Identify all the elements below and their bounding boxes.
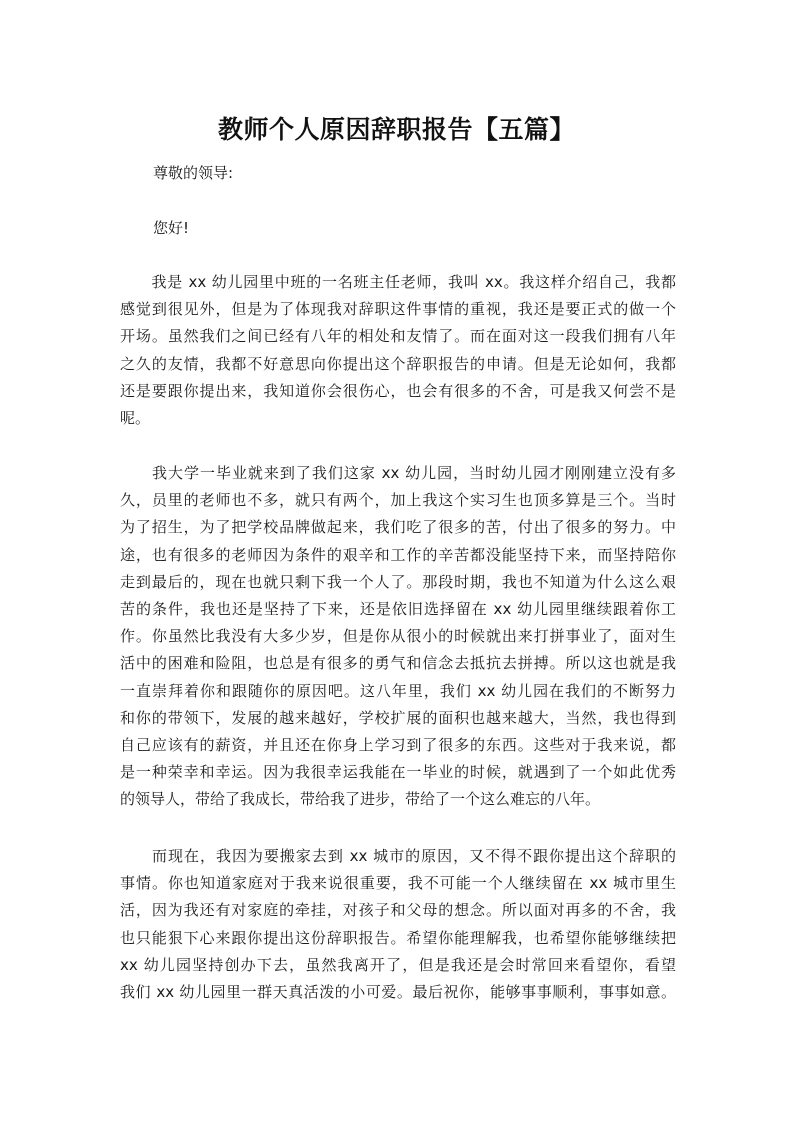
paragraph-line: 途，也有很多的老师因为条件的艰辛和工作的辛苦都没能坚持下来，而坚持陪你: [120, 545, 676, 564]
paragraph-line: xx 幼儿园坚持创办下去，虽然我离开了，但是我还是会时常回来看望你，看望: [120, 955, 676, 974]
paragraph-line: 还是要跟你提出来，我知道你会很伤心，也会有很多的不舍，可是我又何尝不是: [120, 381, 676, 400]
paragraph-line: 我们 xx 幼儿园里一群天真活泼的小可爱。最后祝你，能够事事顺利，事事如意。: [120, 982, 676, 1001]
document-title: 教师个人原因辞职报告【五篇】: [217, 115, 575, 144]
paragraph-line: 作。你虽然比我没有大多少岁，但是你从很小的时候就出来打拼事业了，面对生: [120, 627, 676, 646]
paragraph-line: 开场。虽然我们之间已经有八年的相处和友情了。而在面对这一段我们拥有八年: [120, 327, 676, 346]
paragraph-line: 的领导人，带给了我成长，带给我了进步，带给了一个这么难忘的八年。: [120, 790, 601, 809]
paragraph-line: 呢。: [120, 408, 151, 427]
paragraph-line: 和你的带领下，发展的越来越好，学校扩展的面积也越来越大，当然，我也得到: [120, 708, 676, 727]
paragraph-1: [120, 269, 676, 432]
paragraph-line: 感觉到很见外，但是为了体现我对辞职这件事情的重视，我还是要正式的做一个: [120, 300, 676, 319]
greeting: 您好!: [153, 219, 190, 237]
paragraph-line: 事情。你也知道家庭对于我来说很重要，我不可能一个人继续留在 xx 城市里生: [120, 874, 676, 893]
paragraph-line: 而现在，我因为要搬家去到 xx 城市的原因，又不得不跟你提出这个辞职的: [120, 847, 676, 865]
paragraph-line: 之久的友情，我都不好意思向你提出这个辞职报告的申请。但是无论如何，我都: [120, 354, 676, 373]
paragraph-3: [120, 843, 676, 1006]
paragraph-line: 为了招生，为了把学校品牌做起来，我们吃了很多的苦，付出了很多的努力。中: [120, 518, 676, 537]
paragraph-line: 一直崇拜着你和跟随你的原因吧。这八年里，我们 xx 幼儿园在我们的不断努力: [120, 681, 676, 700]
paragraph-line: 活，因为我还有对家庭的牵挂，对孩子和父母的想念。所以面对再多的不舍，我: [120, 901, 676, 920]
paragraph-line: 是一种荣幸和幸运。因为我很幸运我能在一毕业的时候，就遇到了一个如此优秀: [120, 763, 676, 782]
paragraph-line: 我大学一毕业就来到了我们这家 xx 幼儿园，当时幼儿园才刚刚建立没有多: [120, 464, 676, 482]
paragraph-line: 走到最后的，现在也就只剩下我一个人了。那段时期，我也不知道为什么这么艰: [120, 572, 676, 591]
paragraph-line: 久，员里的老师也不多，就只有两个，加上我这个实习生也顶多算是三个。当时: [120, 491, 676, 510]
paragraph-line: 也只能狠下心来跟你提出这份辞职报告。希望你能理解我，也希望你能够继续把: [120, 928, 676, 947]
paragraph-2: [120, 460, 676, 813]
salutation: 尊敬的领导:: [153, 164, 234, 182]
paragraph-line: 苦的条件，我也还是坚持了下来，还是依旧选择留在 xx 幼儿园里继续跟着你工: [120, 599, 676, 618]
paragraph-line: 活中的困难和险阻，也总是有很多的勇气和信念去抵抗去拼搏。所以这也就是我: [120, 654, 676, 673]
paragraph-line: 我是 xx 幼儿园里中班的一名班主任老师，我叫 xx。我这样介绍自己，我都: [120, 273, 676, 291]
paragraph-line: 自己应该有的薪资，并且还在你身上学习到了很多的东西。这些对于我来说，都: [120, 735, 676, 754]
